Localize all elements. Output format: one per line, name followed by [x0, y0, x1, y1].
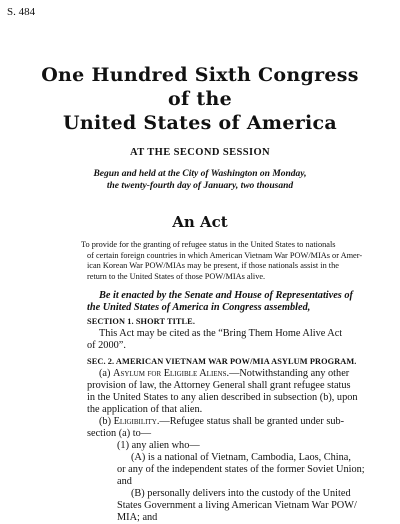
purpose-line: ican Korean War POW/MIAs may be present, if those nationals assist in the — [87, 261, 339, 271]
congress-title: One Hundred Sixth Congress — [41, 64, 359, 86]
subsection-a — [87, 368, 393, 416]
enacting-clause — [87, 290, 393, 314]
an-act-heading: An Act — [172, 213, 228, 231]
subsection-b-text: —Refugee status shall be granted under sub- — [159, 416, 345, 427]
subsection-b-caption: Eligibility. — [113, 416, 160, 427]
section-1-heading: SECTION 1. SHORT TITLE. — [87, 317, 195, 326]
subparagraph-b — [87, 488, 393, 524]
paragraph-1: (1) any alien who— — [117, 440, 200, 451]
text-line — [87, 368, 393, 380]
text-line: (A) is a national of Vietnam, Cambodia, Laos, China, — [131, 452, 351, 463]
begun-statement — [0, 168, 400, 192]
act-body — [87, 316, 393, 524]
congress-of-the: of the — [168, 88, 232, 110]
subsection-b — [87, 416, 393, 440]
text-line: MIA; and — [117, 512, 158, 523]
subsection-a-prefix: (a) — [99, 368, 114, 379]
text-line: in the United States to any alien described in subsection (b), upon — [87, 392, 358, 403]
text-line: This Act may be cited as the “Bring Them Home Alive Act — [99, 328, 343, 339]
text-line: provision of law, the Attorney General shall grant refugee status — [87, 380, 351, 391]
begun-line: the twenty-fourth day of January, two thousand — [106, 181, 294, 191]
subsection-a-text: —Notwithstanding any other — [229, 368, 350, 379]
text-line: and — [117, 476, 132, 487]
bill-number: S. 484 — [7, 6, 36, 18]
enacting-line: Be it enacted by the Senate and House of Representatives of — [99, 290, 353, 301]
purpose-statement — [81, 240, 393, 282]
enacting-line: the United States of America in Congress assembled, — [87, 302, 311, 313]
text-line: or any of the independent states of the former Soviet Union; — [117, 464, 365, 475]
subparagraph-a — [87, 452, 393, 488]
subsection-b-prefix: (b) — [99, 416, 114, 427]
text-line: of 2000”. — [87, 340, 126, 351]
section-2-heading: SEC. 2. AMERICAN VIETNAM WAR POW/MIA ASYLUM PROGRAM. — [87, 357, 357, 366]
text-line — [87, 416, 393, 428]
subsection-a-caption: Asylum for Eligible Aliens. — [113, 368, 230, 379]
begun-line: Begun and held at the City of Washington on Monday, — [93, 169, 307, 179]
purpose-line: of certain foreign countries in which American Vietnam War POW/MIAs or Amer- — [87, 250, 363, 260]
section-1-text — [87, 328, 393, 352]
purpose-line: return to the United States of those POW/MIAs alive. — [87, 271, 266, 281]
purpose-line: To provide for the granting of refugee status in the United States to nationals — [81, 240, 336, 249]
text-line: (B) personally delivers into the custody of the United — [131, 488, 351, 499]
text-line: section (a) to— — [87, 428, 152, 439]
text-line: the application of that alien. — [87, 404, 203, 415]
session-heading: AT THE SECOND SESSION — [130, 147, 270, 158]
congress-country: United States of America — [62, 112, 338, 134]
text-line: States Government a living American Vietnam War POW/ — [117, 500, 357, 511]
